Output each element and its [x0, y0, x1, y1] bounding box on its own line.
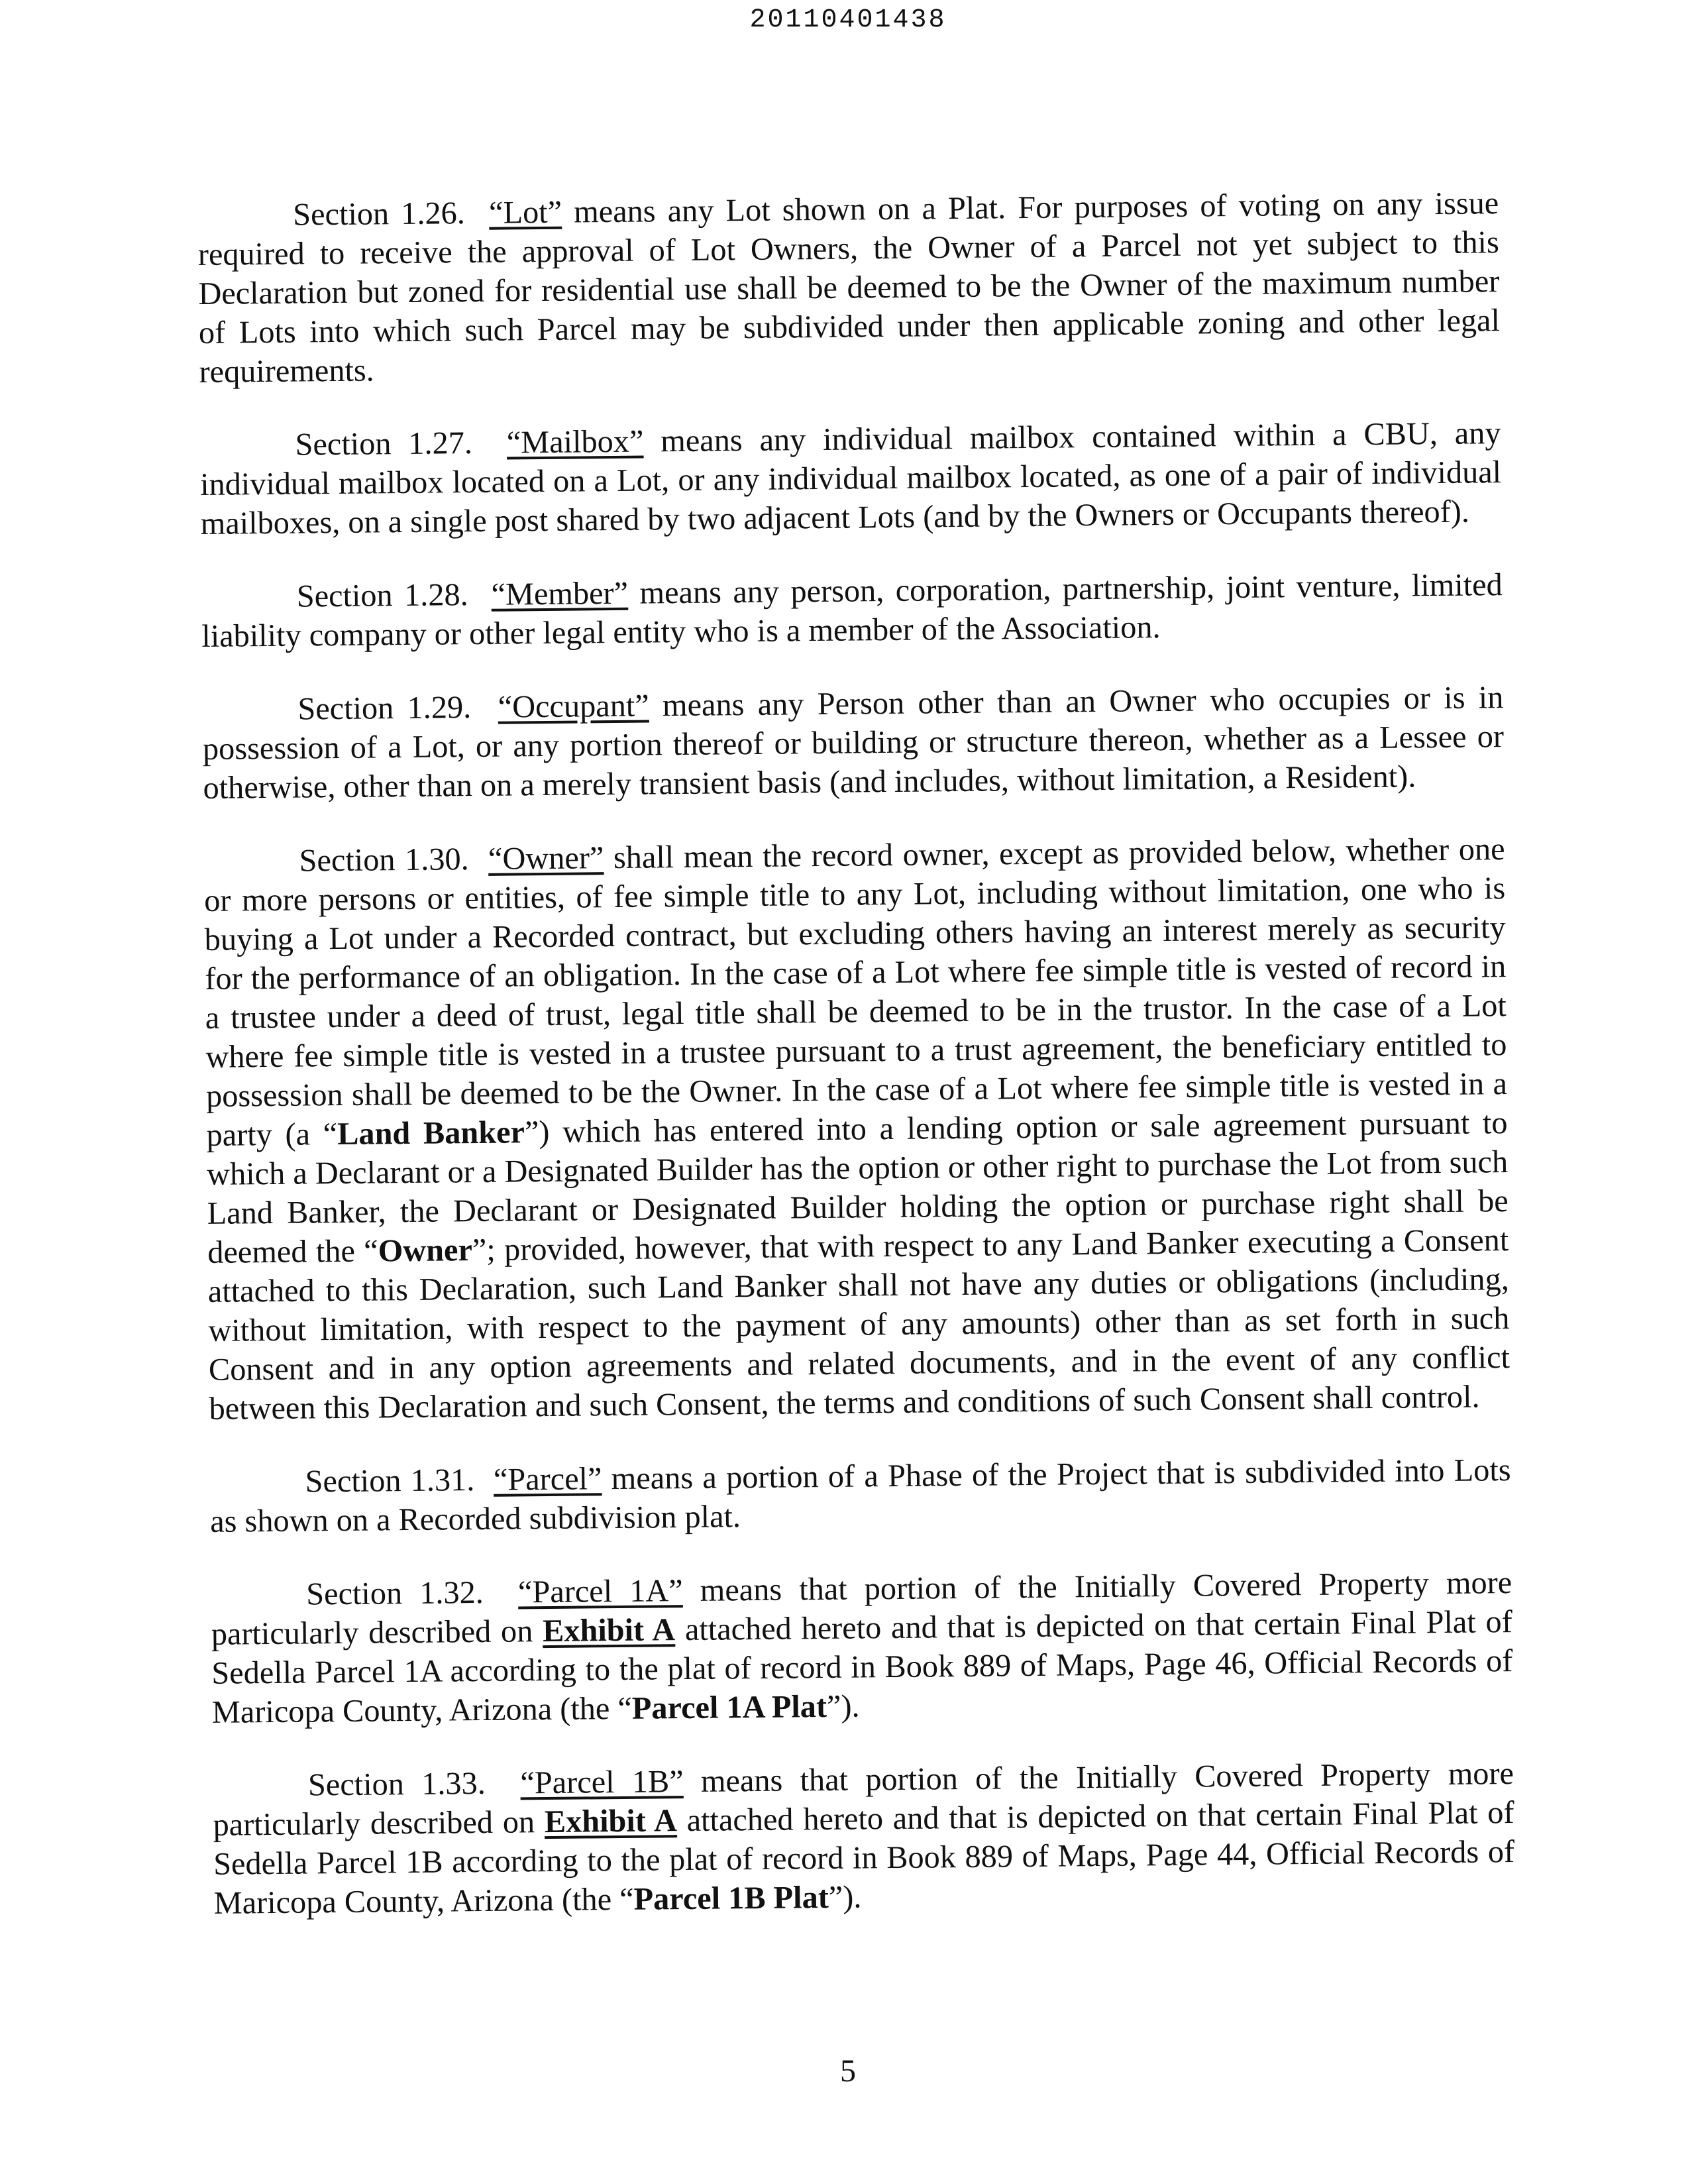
defined-term: “Occupant” [498, 688, 649, 725]
document-body [197, 184, 1515, 1923]
exhibit-reference: Exhibit A [544, 1803, 678, 1840]
exhibit-reference: Exhibit A [542, 1612, 676, 1649]
section-text: means that portion of the Initially Covered Property more particularly described on [211, 1565, 1512, 1652]
section-text: means any Lot shown on a Plat. For purposes of voting on any issue required to receive the approval of Lot Owners, the Owner of a Parcel not yet subject to this Declaration but zoned for residential use shall be deemed to be the Owner of the maximum number of Lots into which such Parcel may be subdivided under then applicable zoning and other legal requirements. [197, 186, 1501, 390]
defined-term: “Member” [491, 575, 629, 612]
section-1-32 [211, 1563, 1513, 1732]
section-label: Section 1.29. [297, 690, 472, 727]
section-text: means a portion of a Phase of the Project that is subdivided into Lots as shown on a Recorded subdivision plat. [209, 1452, 1511, 1539]
section-label: Section 1.28. [296, 577, 468, 614]
section-label: Section 1.33. [307, 1765, 486, 1803]
section-1-27 [199, 413, 1502, 543]
defined-term: “Lot” [488, 194, 562, 231]
section-text: means any individual mailbox contained within a CBU, any individual mailbox located on a Lot, or any individual mailbox located, as one of a pair of individual mailboxes, on a single post shared by two adjacent Lots (and by the Owners or Occupants thereof). [199, 415, 1502, 541]
section-1-31 [209, 1450, 1511, 1541]
defined-term-bold: Owner [378, 1232, 473, 1269]
section-text: means any Person other than an Owner who occupies or is in possession of a Lot, or any portion thereof or building or structure thereon, whether as a Lessee or otherwise, other than on a merely transient basis (and includes, without limitation, a Resident). [202, 680, 1505, 806]
defined-term: “Parcel 1A” [517, 1573, 683, 1610]
section-text: shall mean the record owner, except as provided below, whether one or more persons or entities, of fee simple title to any Lot, including without limitation, one who is buying a Lot under a Recorded contract, but excluding others having an interest merely as security for the performance of an obligation. In the case of a Lot where fee simple title is vested of record in a trustee under a deed of trust, legal title shall be deemed to be in the trustor. In the case of a Lot where fee simple title is vested in a trustee pursuant to a trust agreement, the beneficiary entitled to possession shall be deemed to be the Owner. In the case of a Lot where fee simple title is vested in a party (a “ [203, 832, 1508, 1153]
defined-term-bold: Parcel 1B Plat [633, 1879, 829, 1917]
section-label: Section 1.26. [293, 195, 466, 233]
defined-term-bold: Land Banker [337, 1115, 525, 1152]
defined-term: “Mailbox” [506, 423, 644, 461]
page-number: 5 [840, 2053, 856, 2089]
section-text: ”; provided, however, that with respect to any Land Banker executing a Consent attached to this Declaration, such Land Banker shall not have any duties or obligations (including, without limitation, with respect to the payment of any amounts) other than as set forth in such Consent and in any option agreements and related documents, and in the event of any conflict between this Declaration and such Consent, the terms and conditions of such Consent shall control. [207, 1223, 1510, 1427]
section-1-30 [203, 830, 1510, 1429]
section-1-29 [202, 678, 1505, 808]
section-label: Section 1.30. [299, 842, 469, 879]
section-1-28 [201, 565, 1503, 656]
section-text: attached hereto and that is depicted on that certain Final Plat of Sedella Parcel 1A according to the plat of record in Book 889 of Maps, Page 46, Official Records of Maricopa County, Arizona (the “ [211, 1604, 1513, 1730]
section-1-26 [197, 184, 1501, 392]
section-label: Section 1.27. [295, 425, 473, 463]
section-text: means that portion of the Initially Covered Property more particularly described on [213, 1756, 1514, 1843]
section-text: ”) which has entered into a lending option or sale agreement pursuant to which a Declarant or a Designated Builder has the option or other right to purchase the Lot from such Land Banker, the Declarant or Designated Builder holding the option or purchase right shall be deemed the “ [206, 1105, 1509, 1270]
section-text: ”). [828, 1879, 862, 1915]
defined-term: “Parcel 1B” [520, 1764, 684, 1801]
section-label: Section 1.32. [306, 1574, 484, 1612]
recording-number: 20110401438 [749, 5, 947, 35]
section-1-33 [213, 1754, 1515, 1923]
defined-term: “Owner” [488, 840, 604, 877]
defined-term: “Parcel” [493, 1461, 602, 1498]
section-text: ”). [826, 1688, 860, 1724]
section-text: means any person, corporation, partnership, joint venture, limited liability company or other legal entity who is a member of the Association. [201, 567, 1503, 654]
section-text: attached hereto and that is depicted on that certain Final Plat of Sedella Parcel 1B according to the plat of record in Book 889 of Maps, Page 44, Official Records of Maricopa County, Arizona (the “ [213, 1795, 1515, 1921]
section-label: Section 1.31. [305, 1462, 475, 1500]
defined-term-bold: Parcel 1A Plat [631, 1688, 827, 1726]
